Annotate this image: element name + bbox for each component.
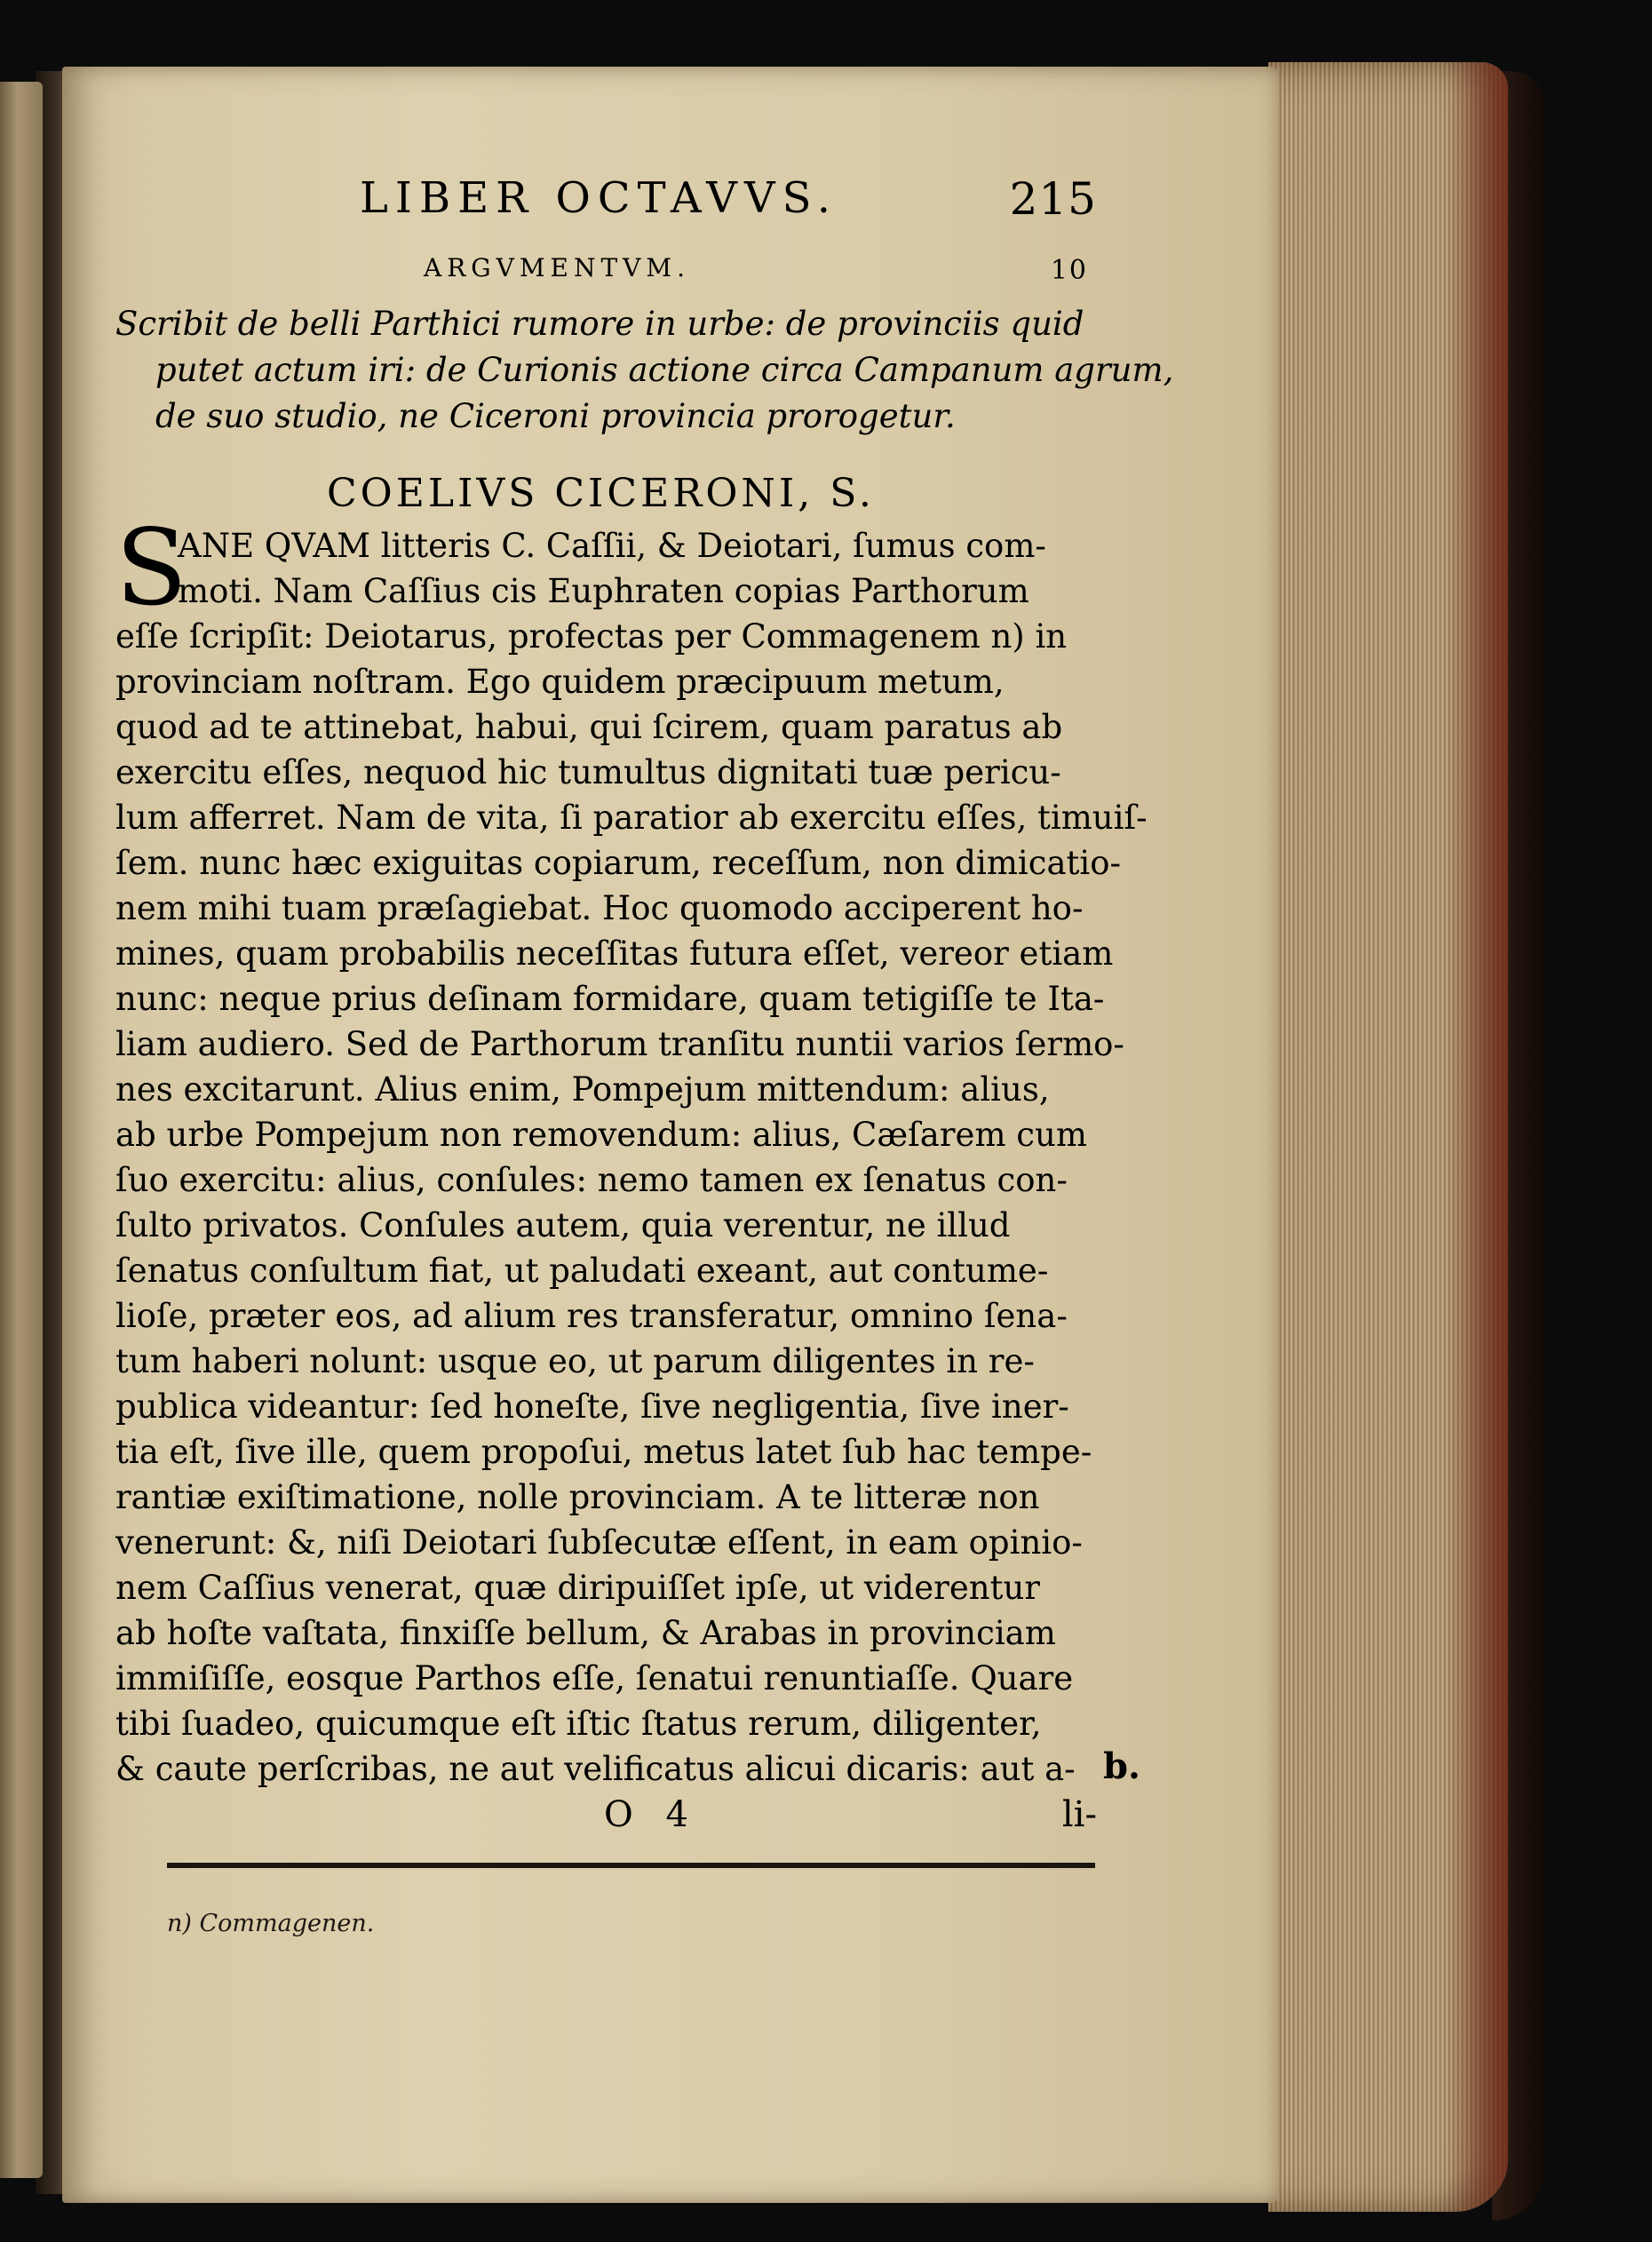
text-line: exercitu eſſes, nequod hic tumultus dignitati tuæ pericu- <box>115 753 1061 791</box>
footnote-rule <box>167 1863 1095 1868</box>
text-line: tum haberi nolunt: usque eo, ut parum diligentes in re- <box>115 1342 1035 1380</box>
text-line: liam audiero. Sed de Parthorum tranſitu nuntii varios ſermo- <box>115 1025 1124 1063</box>
text-line: ab hoſte vaſtata, finxiſſe bellum, & Arabas in provinciam <box>115 1614 1056 1652</box>
text-line: & caute perſcribas, ne aut velificatus alicui dicaris: aut a- <box>115 1750 1076 1788</box>
argument-title: ARGVMENTVM. <box>424 253 690 282</box>
text-line: nunc: neque prius deſinam formidare, quam tetigiſſe te Ita- <box>115 980 1105 1018</box>
footnote: n) Commagenen. <box>167 1910 375 1937</box>
argument-line: putet actum iri: de Curionis actione circa Campanum agrum, <box>155 351 1174 389</box>
text-line: eſſe ſcripſit: Deiotarus, profectas per Commagenem n) in <box>115 617 1068 656</box>
text-line: lum afferret. Nam de vita, ſi paratior ab exercitu eſſes, timuiſ- <box>115 799 1148 837</box>
argument-line: Scribit de belli Parthici rumore in urbe: de provinciis quid <box>115 305 1084 343</box>
text-line: ſenatus conſultum fiat, ut paludati exeant, aut contume- <box>115 1252 1049 1290</box>
text-line: quod ad te attinebat, habui, qui ſcirem, quam paratus ab <box>115 708 1063 746</box>
page-block-fore-edge <box>1268 62 1508 2212</box>
page-header <box>253 173 1097 235</box>
text-line: tibi ſuadeo, quicumque eſt iſtic ſtatus rerum, diligenter, <box>115 1705 1042 1743</box>
letter-salutation: COELIVS CICERONI, S. <box>327 471 875 516</box>
text-line: moti. Nam Caſſius cis Euphraten copias Parthorum <box>178 572 1029 610</box>
letter-number: 10 <box>1050 255 1088 286</box>
text-line: ſuo exercitu: alius, conſules: nemo tamen ex ſenatus con- <box>115 1161 1068 1199</box>
marginal-mark: b. <box>1103 1745 1140 1787</box>
text-line: provinciam noſtram. Ego quidem præcipuum metum, <box>115 663 1005 701</box>
argument-line: de suo studio, ne Ciceroni provincia prorogetur. <box>155 397 956 435</box>
text-line: mines, quam probabilis neceſſitas futura eſſet, vereor etiam <box>115 934 1114 973</box>
signature-mark: O 4 <box>604 1794 699 1835</box>
text-line: ſulto privatos. Conſules autem, quia verentur, ne illud <box>115 1206 1011 1244</box>
page-number: 215 <box>1009 173 1097 225</box>
text-line: lioſe, præter eos, ad alium res transferatur, omnino ſena- <box>115 1297 1068 1335</box>
text-line: publica videantur: ſed honeſte, ſive negligentia, ſive iner- <box>115 1387 1069 1426</box>
text-line: immiſiſſe, eosque Parthos eſſe, ſenatui renuntiaſſe. Quare <box>115 1659 1074 1697</box>
text-line: rantiæ exiſtimatione, nolle provinciam. A te litteræ non <box>115 1478 1040 1516</box>
text-line: nem Caſſius venerat, quæ diripuiſſet ipſe, ut viderentur <box>115 1569 1040 1607</box>
catchword: li- <box>1061 1794 1097 1835</box>
signature-line <box>115 1794 1097 1839</box>
argument-heading <box>244 253 1088 289</box>
text-line: ANE QVAM litteris C. Caſſii, & Deiotari, ſumus com- <box>178 527 1046 565</box>
text-line: tia eſt, ſive ille, quem propoſui, metus latet ſub hac tempe- <box>115 1433 1092 1471</box>
text-line: nes excitarunt. Alius enim, Pompejum mittendum: alius, <box>115 1070 1050 1109</box>
drop-capital: S <box>115 506 187 629</box>
text-line: nem mihi tuam præſagiebat. Hoc quomodo acciperent ho- <box>115 889 1084 927</box>
previous-page-edge <box>0 82 43 2178</box>
text-line: venerunt: &, niſi Deiotari ſubſecutæ eſſent, in eam opinio- <box>115 1523 1083 1562</box>
text-line: ſem. nunc hæc exiguitas copiarum, receſſum, non dimicatio- <box>115 844 1122 882</box>
running-head: LIBER OCTAVVS. <box>360 173 838 223</box>
text-line: ab urbe Pompejum non removendum: alius, Cæſarem cum <box>115 1116 1087 1154</box>
